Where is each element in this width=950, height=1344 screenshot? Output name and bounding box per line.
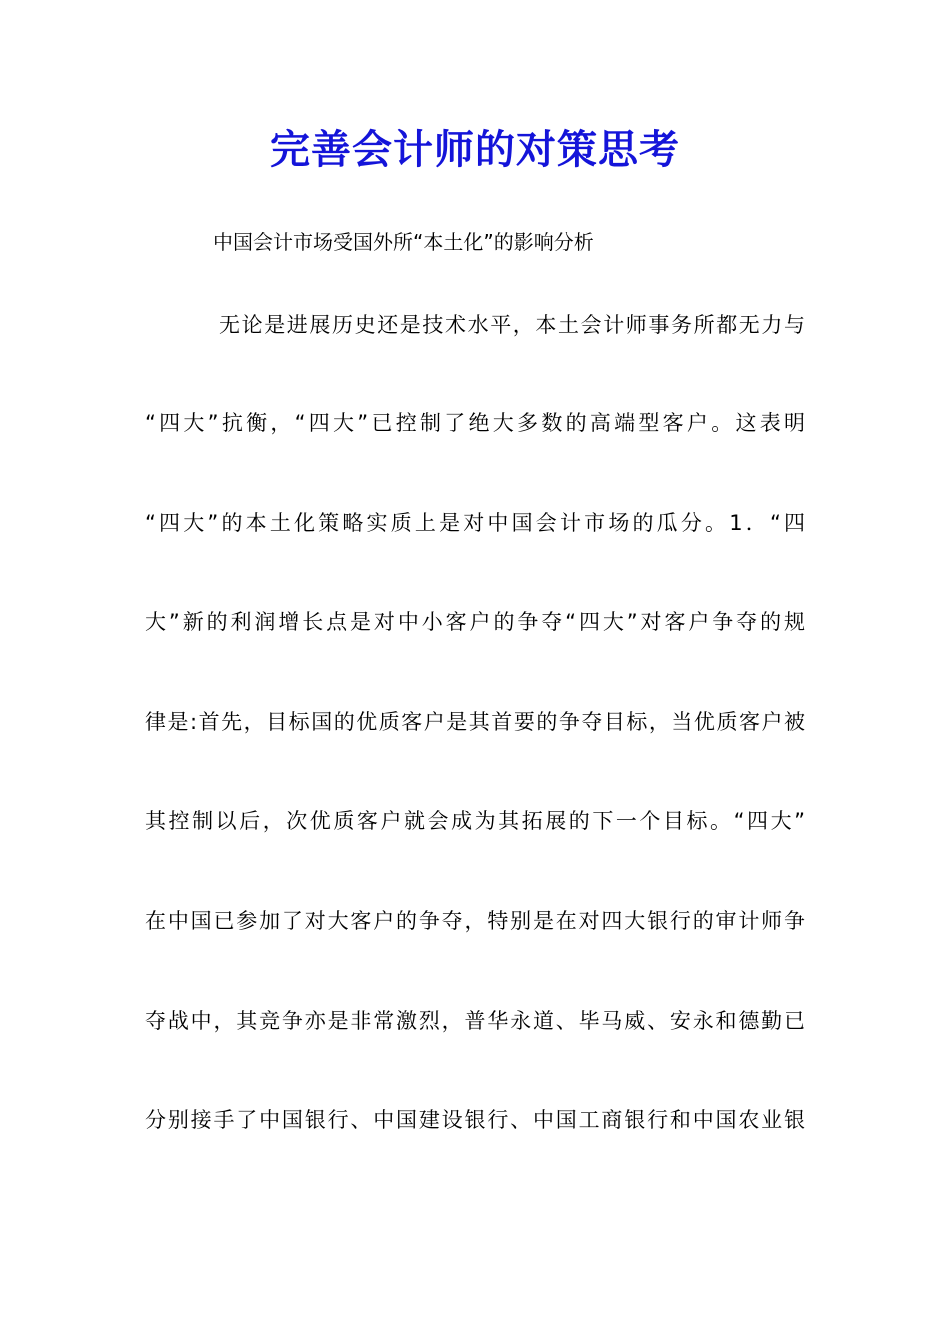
paragraph-line: 无论是进展历史还是技术水平，本土会计师事务所都无力与 [219,313,805,337]
paragraph-line: 律是:首先，目标国的优质客户是其首要的争夺目标，当优质客户被 [145,710,805,734]
paragraph-line: “四大”的本土化策略实质上是对中国会计市场的瓜分。1．“四 [145,511,805,535]
paragraph-line: 大”新的利润增长点是对中小客户的争夺“四大”对客户争夺的规 [145,610,805,634]
document-subtitle: 中国会计市场受国外所“本土化”的影响分析 [213,230,594,254]
paragraph-line: 分别接手了中国银行、中国建设银行、中国工商银行和中国农业银 [145,1108,805,1132]
paragraph-line: 其控制以后，次优质客户就会成为其拓展的下一个目标。“四大” [145,809,805,833]
document-title: 完善会计师的对策思考 [270,126,680,173]
paragraph-line: 夺战中，其竞争亦是非常激烈，普华永道、毕马威、安永和德勤已 [145,1009,805,1033]
paragraph-line: 在中国已参加了对大客户的争夺，特别是在对四大银行的审计师争 [145,909,805,933]
paragraph-line: “四大”抗衡，“四大”已控制了绝大多数的高端型客户。这表明 [145,411,805,435]
